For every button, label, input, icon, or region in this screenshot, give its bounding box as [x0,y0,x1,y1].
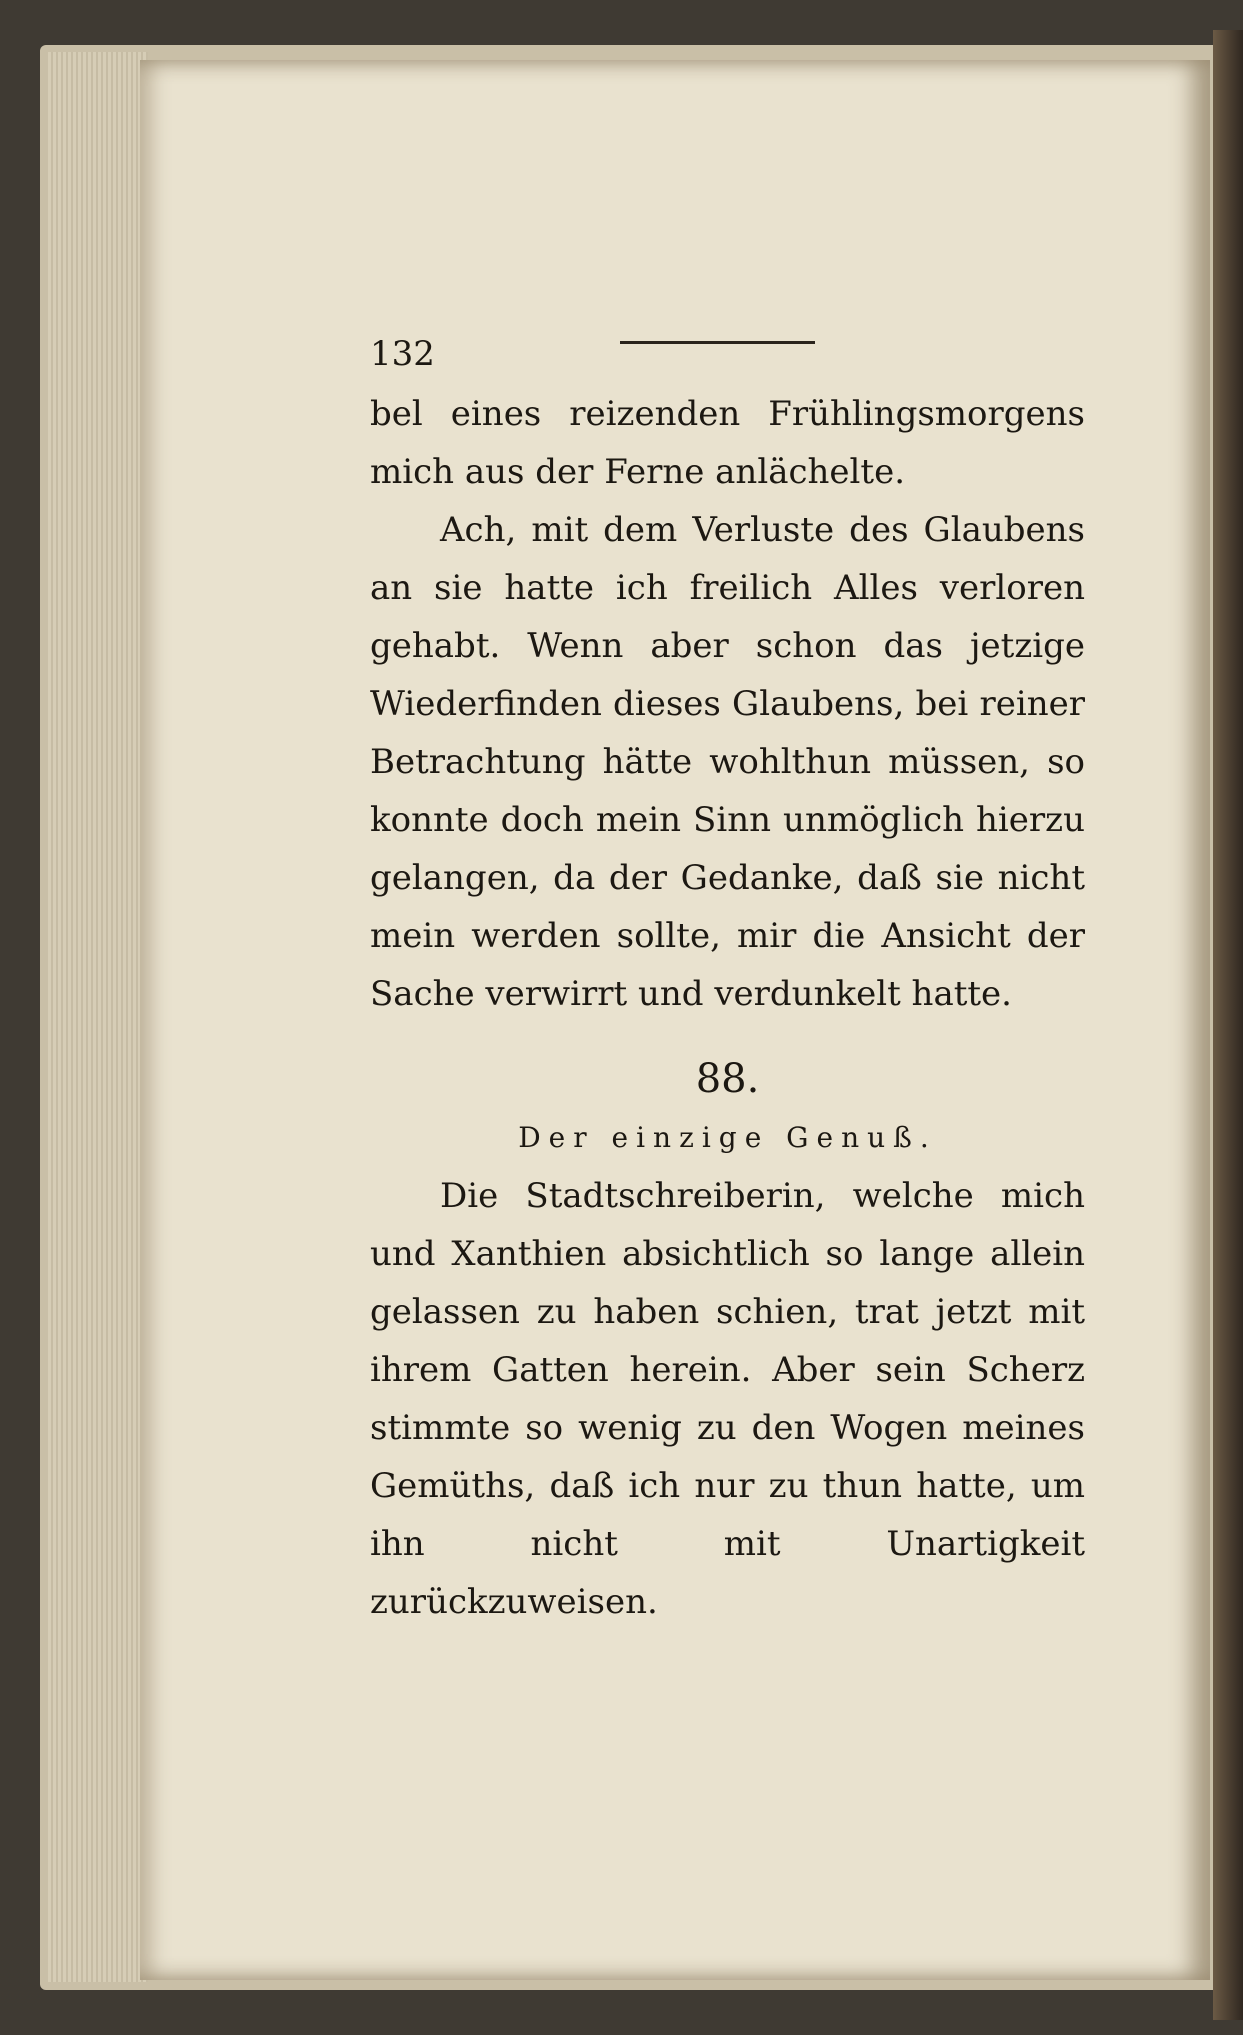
page-edges [48,52,148,1982]
running-header [370,325,1085,385]
book-spine [1213,30,1243,2020]
page-number: 132 [370,334,435,374]
section-number: 88. [695,1056,760,1102]
paragraph: Ach, mit dem Verluste des Glaubens an sie hatte ich freilich Alles verloren gehabt. Wenn aber schon das jetzige Wiederfinden dieses Glaubens, bei reiner Betrachtung hätte wohlthun müssen, so konnte doch mein Sinn unmöglich hierzu gelangen, da der Gedanke, daß sie nicht mein werden sollte, mir die Ansicht der Sache verwirrt und verdunkelt hatte. [370,510,1085,1014]
paragraph-continuation: bel eines reizenden Frühlingsmorgens mich aus der Ferne anlächelte. [370,394,1085,492]
section-paragraph: Die Stadtschreiberin, welche mich und Xanthien absichtlich so lange allein gelassen zu haben schien, trat jetzt mit ihrem Gatten herein. Aber sein Scherz stimmte so wenig zu den Wogen meines Gemüths, daß ich nur zu thun hatte, um ihn nicht mit Unartigkeit zurückzuweisen. [370,1176,1085,1622]
text-block [370,325,1085,1631]
section-title: Der einzige Genuß. [518,1121,937,1154]
header-rule [620,341,815,344]
